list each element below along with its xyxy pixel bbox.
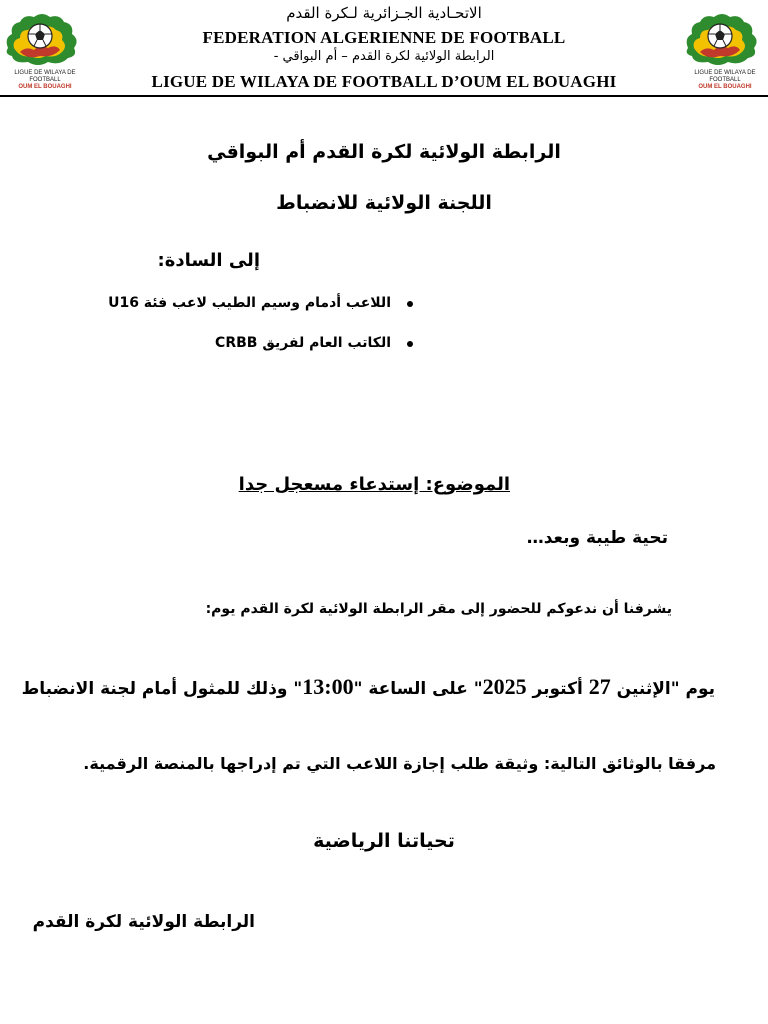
body-line-2-part-b: أكتوبر xyxy=(526,679,589,699)
header-french-league: LIGUE DE WILAYA DE FOOTBALL D’OUM EL BOUAGHI xyxy=(151,72,617,91)
body-line-1: يشرفنا أن ندعوكم للحضور إلى مقر الرابطة الولائية لكرة القدم يوم: xyxy=(205,601,672,617)
body-line-2-part-c: " على الساعة " xyxy=(353,679,483,699)
recipient-item xyxy=(108,335,413,375)
bullet-icon xyxy=(407,301,413,307)
header-arabic-league: الرابطة الولائية لكرة القدم – أم البواقي - xyxy=(273,49,495,64)
meeting-year: 2025 xyxy=(482,674,527,699)
greeting: تحية طيبة وبعد… xyxy=(526,528,668,548)
body-line-3: مرفقا بالوثائق التالية: وثيقة طلب إجازة اللاعب التي تم إدراجها بالمنصة الرقمية. xyxy=(83,754,716,773)
header-arabic-federation: الاتحـادية الجـزائرية لـكرة القدم xyxy=(286,4,482,22)
logo-caption-line2: OUM EL BOUAGHI xyxy=(698,84,752,90)
closing-salutation: تحياتنا الرياضية xyxy=(313,830,455,852)
meeting-day: 27 xyxy=(588,674,611,699)
league-title: الرابطة الولائية لكرة القدم أم البواقي xyxy=(207,141,561,163)
recipient-text: اللاعب أدمام وسيم الطيب لاعب فئة U16 xyxy=(108,295,391,311)
body-line-2-part-d: " وذلك للمثول أمام لجنة الانضباط xyxy=(21,679,303,699)
header-french-federation: FEDERATION ALGERIENNE DE FOOTBALL xyxy=(202,28,566,47)
logo-caption-line2: OUM EL BOUAGHI xyxy=(18,84,72,90)
meeting-time: 13:00 xyxy=(302,674,354,699)
recipient-item xyxy=(108,295,413,335)
addressee-label: إلى السادة: xyxy=(157,250,260,271)
letter-subject: الموضوع: إستدعاء مسعجل جدا xyxy=(238,474,510,495)
committee-title: اللجنة الولائية للانضباط xyxy=(276,192,492,214)
bullet-icon xyxy=(407,341,413,347)
recipient-text: الكاتب العام لفريق CRBB xyxy=(215,335,391,351)
logo-caption-line1: LIGUE DE WILAYA DE FOOTBALL xyxy=(14,70,76,83)
logo-caption-line1: LIGUE DE WILAYA DE FOOTBALL xyxy=(694,70,756,83)
signature: الرابطة الولائية لكرة القدم xyxy=(32,912,255,932)
recipient-list xyxy=(108,295,413,375)
header-divider xyxy=(0,95,768,97)
body-line-2-part-a: يوم "الإثنين xyxy=(610,679,715,699)
body-line-2 xyxy=(22,674,715,700)
